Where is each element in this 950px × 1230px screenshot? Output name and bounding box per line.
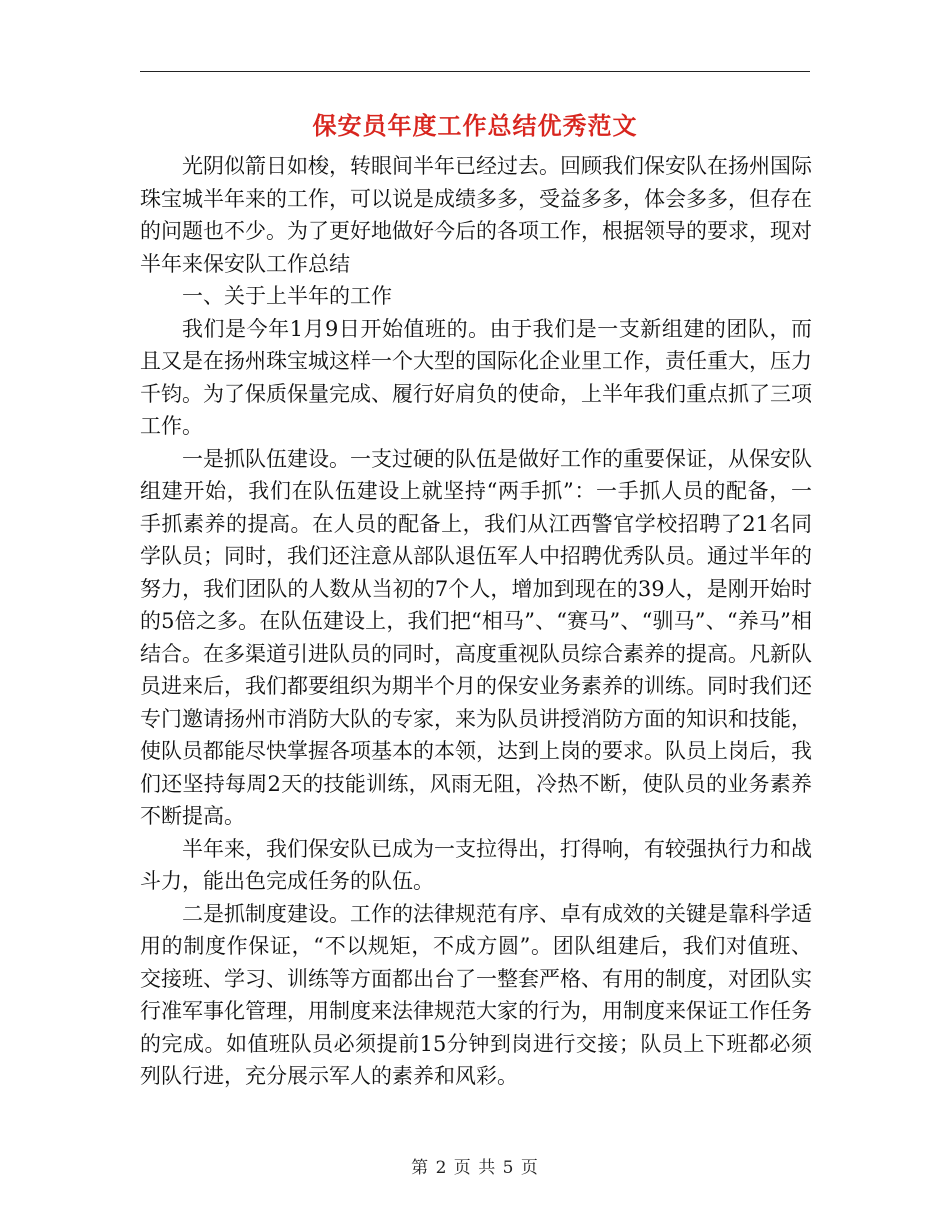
document-title: 保安员年度工作总结优秀范文 — [312, 111, 638, 140]
section-heading-first-half: 一、关于上半年的工作 — [182, 284, 392, 308]
paragraph-start-duty: 我们是今年1月9日开始值班的。由于我们是一支新组建的团队，而且又是在扬州珠宝城这样一个大型的国际化企业里工作，责任重大，压力千钧。为了保质保量完成、履行好肩负的使命，上半年我们重点抓了三项工作。 — [140, 316, 812, 438]
page-footer — [0, 1153, 950, 1178]
paragraph-intro: 光阴似箭日如梭，转眼间半年已经过去。回顾我们保安队在扬州国际珠宝城半年来的工作，可以说是成绩多多，受益多多，体会多多，但存在的问题也不少。为了更好地做好今后的各项工作，根据领导的要求，现对半年来保安队工作总结 — [140, 154, 812, 276]
header-rule — [140, 71, 810, 72]
paragraph-system-building: 二是抓制度建设。工作的法律规范有序、卓有成效的关键是靠科学适用的制度作保证，“不以规矩，不成方圆”。团队组建后，我们对值班、交接班、学习、训练等方面都出台了一整套严格、有用的制度，对团队实行准军事化管理，用制度来法律规范大家的行为，用制度来保证工作任务的完成。如值班队员必须提前15分钟到岗进行交接；队员上下班都必须列队行进，充分展示军人的素养和风彩。 — [140, 901, 812, 1088]
document-body — [140, 150, 812, 1093]
paragraph-team-building: 一是抓队伍建设。一支过硬的队伍是做好工作的重要保证，从保安队组建开始，我们在队伍建设上就坚持“两手抓”：一手抓人员的配备，一手抓素养的提高。在人员的配备上，我们从江西警官学校招聘了21名同学队员；同时，我们还注意从部队退伍军人中招聘优秀队员。通过半年的努力，我们团队的人数从当初的7个人，增加到现在的39人，是刚开始时的5倍之多。在队伍建设上，我们把“相马”、“赛马”、“驯马”、“养马”相结合。在多渠道引进队员的同时，高度重视队员综合素养的提高。凡新队员进来后，我们都要组织为期半个月的保安业务素养的训练。同时我们还专门邀请扬州市消防大队的专家，来为队员讲授消防方面的知识和技能，使队员都能尽快掌握各项基本的本领，达到上岗的要求。队员上岗后，我们还坚持每周2天的技能训练，风雨无阻，冷热不断，使队员的业务素养不断提高。 — [140, 446, 812, 828]
page-number-label: 第 2 页 共 5 页 — [411, 1158, 539, 1178]
paragraph-half-year-result: 半年来，我们保安队已成为一支拉得出，打得响，有较强执行力和战斗力，能出色完成任务的队伍。 — [140, 836, 812, 893]
